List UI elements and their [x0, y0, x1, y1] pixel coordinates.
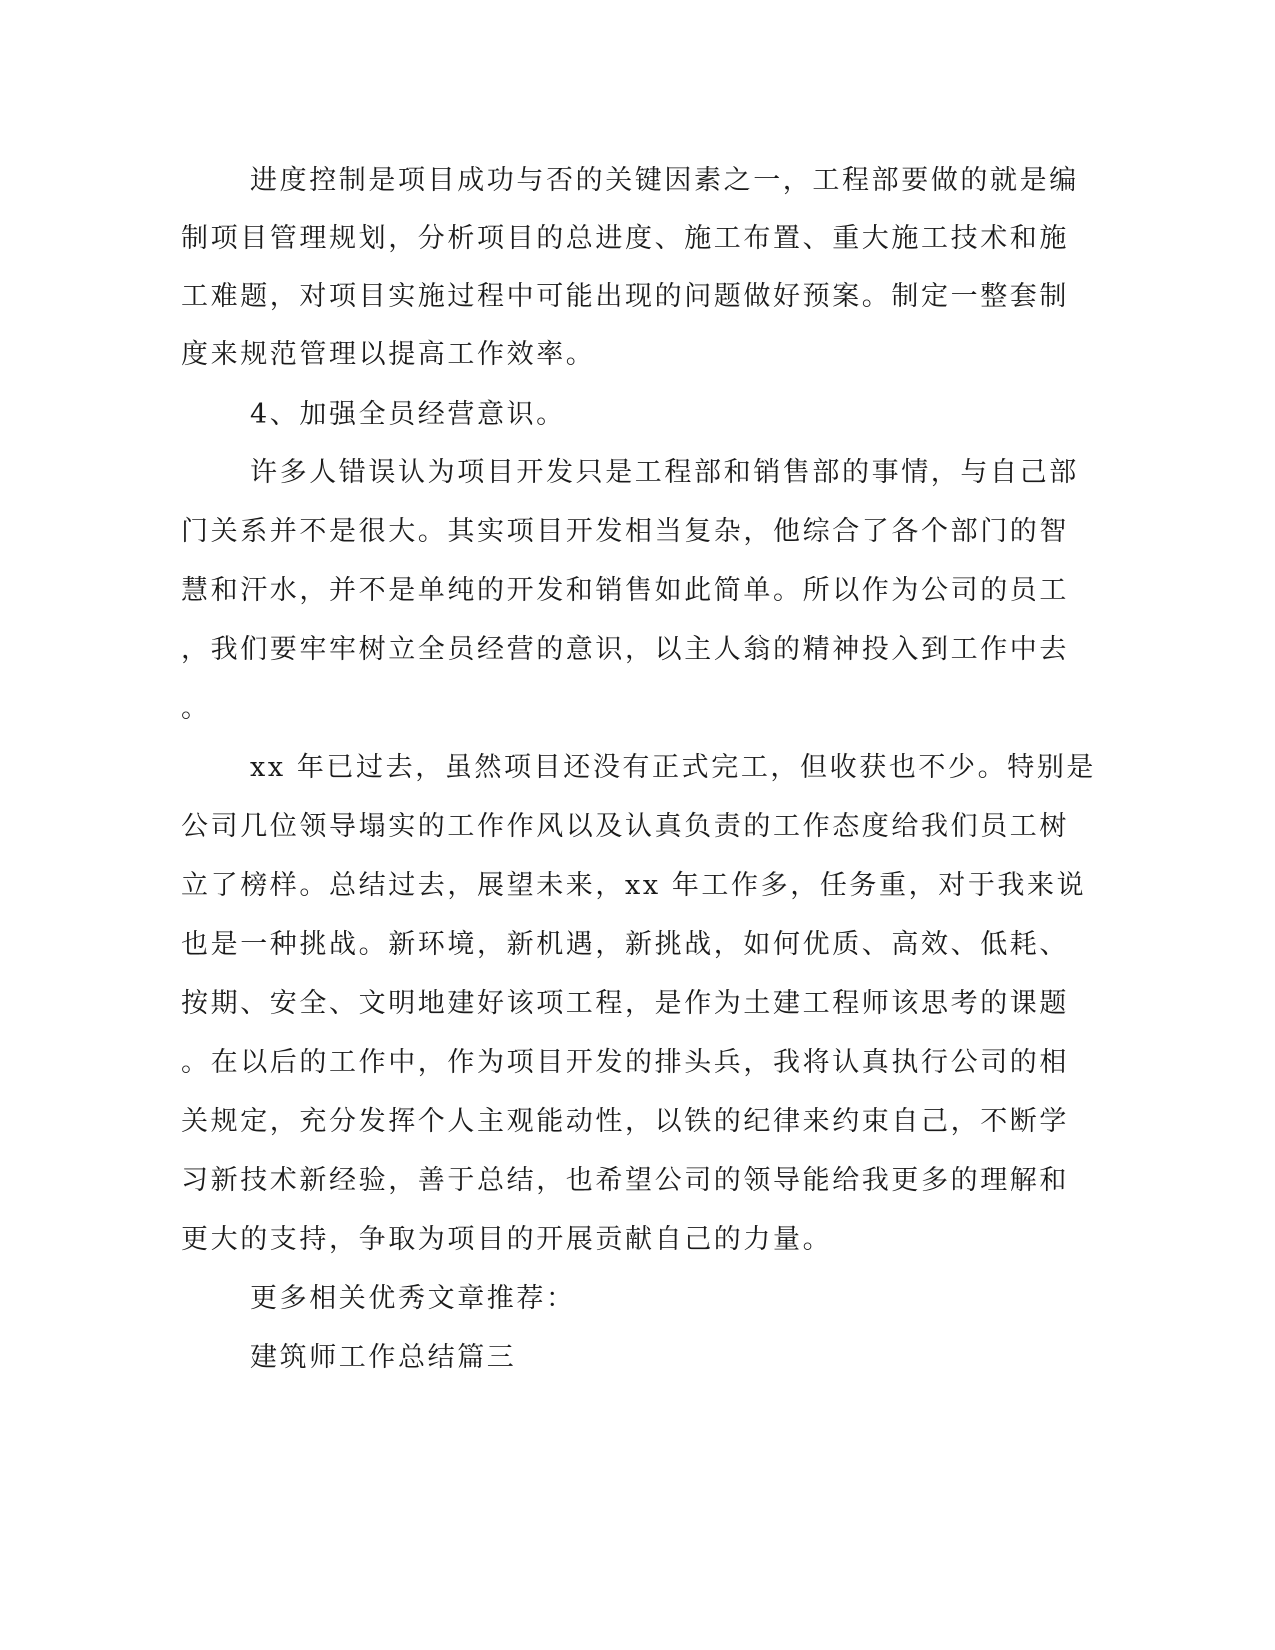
paragraph-2-line-4: ，我们要牢牢树立全员经营的意识，以主人翁的精神投入到工作中去 — [181, 634, 1069, 665]
paragraph-3-line-4: 也是一种挑战。新环境，新机遇，新挑战，如何优质、高效、低耗、 — [181, 929, 1069, 960]
paragraph-2-line-5: 。 — [181, 693, 211, 724]
paragraph-3-line-9: 更大的支持，争取为项目的开展贡献自己的力量。 — [181, 1224, 833, 1255]
paragraph-2-line-1: 许多人错误认为项目开发只是工程部和销售部的事情，与自己部 — [250, 457, 1079, 488]
paragraph-2-line-3: 慧和汗水，并不是单纯的开发和销售如此简单。所以作为公司的员工 — [181, 575, 1069, 606]
paragraph-3-line-8: 习新技术新经验，善于总结，也希望公司的领导能给我更多的理解和 — [181, 1165, 1069, 1196]
paragraph-2-line-2: 门关系并不是很大。其实项目开发相当复杂，他综合了各个部门的智 — [181, 516, 1069, 547]
paragraph-1-line-4: 度来规范管理以提高工作效率。 — [181, 339, 596, 370]
paragraph-3-line-7: 关规定，充分发挥个人主观能动性，以铁的纪律来约束自己，不断学 — [181, 1106, 1069, 1137]
paragraph-3-line-5: 按期、安全、文明地建好该项工程，是作为土建工程师该思考的课题 — [181, 988, 1069, 1019]
paragraph-1-line-1: 进度控制是项目成功与否的关键因素之一，工程部要做的就是编 — [250, 165, 1079, 196]
paragraph-3-line-6: 。在以后的工作中，作为项目开发的排头兵，我将认真执行公司的相 — [181, 1047, 1069, 1078]
paragraph-3-line-3: 立了榜样。总结过去，展望未来，xx 年工作多，任务重，对于我来说 — [181, 870, 1087, 901]
paragraph-1-line-3: 工难题，对项目实施过程中可能出现的问题做好预案。制定一整套制 — [181, 281, 1069, 312]
paragraph-1-line-2: 制项目管理规划，分析项目的总进度、施工布置、重大施工技术和施 — [181, 223, 1069, 254]
recommendation-heading: 更多相关优秀文章推荐： — [250, 1283, 576, 1314]
paragraph-3-line-2: 公司几位领导塌实的工作作风以及认真负责的工作态度给我们员工树 — [181, 811, 1069, 842]
article-title: 建筑师工作总结篇三 — [250, 1342, 517, 1373]
paragraph-3-line-1: xx 年已过去，虽然项目还没有正式完工，但收获也不少。特别是 — [250, 752, 1097, 783]
section-heading-4: 4、加强全员经营意识。 — [250, 399, 566, 430]
